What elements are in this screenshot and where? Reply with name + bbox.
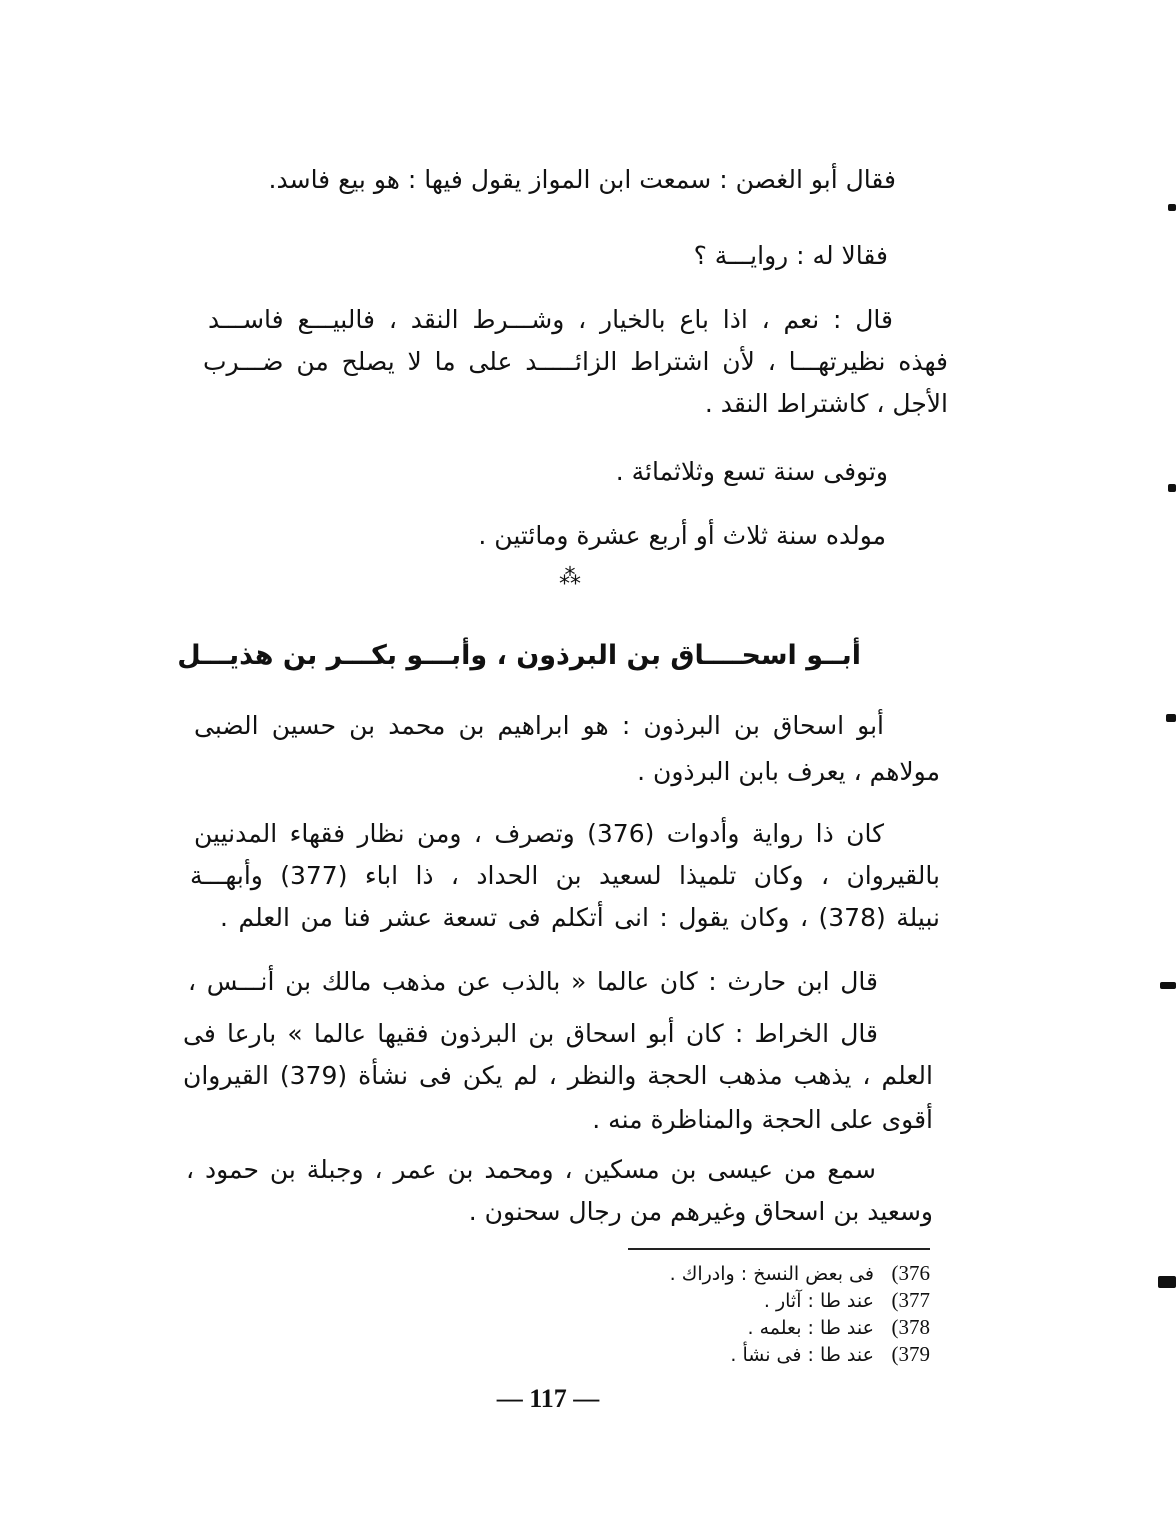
death-line: وتوفى سنة تسع وثلاثمائة . bbox=[615, 457, 888, 486]
footnote-number: 376) bbox=[891, 1261, 930, 1285]
footnote-number: 378) bbox=[891, 1315, 930, 1339]
text-line: قال ابن حارث : كان عالما « بالذب عن مذهب مالك بن أنـــس ، bbox=[188, 967, 878, 996]
text-line: العلم ، يذهب مذهب الحجة والنظر ، لم يكن فى نشأة (379) القيروان bbox=[183, 1061, 933, 1090]
footnote bbox=[747, 1314, 930, 1341]
scan-edge-mark bbox=[1160, 982, 1176, 989]
text-line: مولاهم ، يعرف بابن البرذون . bbox=[637, 757, 940, 786]
footnote-text: عند طا : فى نشأ . bbox=[730, 1344, 874, 1366]
text-line: فقال أبو الغصن : سمعت ابن المواز يقول فيها : هو بيع فاسد. bbox=[268, 165, 896, 194]
text-line: سمع من عيسى بن مسكين ، ومحمد بن عمر ، وجبلة بن حمود ، bbox=[186, 1155, 876, 1184]
text-line: بالقيروان ، وكان تلميذا لسعيد بن الحداد ، ذا اباء (377) وأبهـــة bbox=[190, 861, 940, 890]
scan-edge-mark bbox=[1166, 714, 1176, 722]
text-line: أبو اسحاق بن البرذون : هو ابراهيم بن محمد بن حسين الضبى bbox=[194, 711, 884, 740]
footnote-number: 379) bbox=[891, 1342, 930, 1366]
text-line: نبيلة (378) ، وكان يقول : انى أتكلم فى تسعة عشر فنا من العلم . bbox=[220, 903, 940, 932]
footnote-rule bbox=[628, 1248, 930, 1250]
scan-edge-mark bbox=[1168, 204, 1176, 211]
page-number: — 117 — bbox=[496, 1384, 600, 1413]
text-line: فهذه نظيرتهـــا ، لأن اشتراط الزائـــــد على ما لا يصلح من ضـــرب bbox=[203, 347, 948, 376]
footnote-text: عند طا : بعلمه . bbox=[747, 1317, 874, 1339]
text-line: فقالا له : روايـــة ؟ bbox=[693, 241, 888, 270]
footnote-number: 377) bbox=[891, 1288, 930, 1312]
text-line: قال الخراط : كان أبو اسحاق بن البرذون فقيها عالما » بارعا فى bbox=[183, 1019, 878, 1048]
section-heading: أبــو اسحــــاق بن البرذون ، وأبـــو بكـــر بن هذيـــل bbox=[177, 640, 861, 671]
section-separator: ⁂ bbox=[559, 565, 581, 590]
scan-edge-mark bbox=[1158, 1276, 1176, 1288]
footnote bbox=[670, 1260, 930, 1287]
text-line: قال : نعم ، اذا باع بالخيار ، وشـــرط النقد ، فالبيـــع فاســـد bbox=[208, 305, 893, 334]
footnote-text: فى بعض النسخ : وادراك . bbox=[669, 1263, 874, 1285]
footnote bbox=[730, 1341, 930, 1368]
text-line: الأجل ، كاشتراط النقد . bbox=[704, 389, 948, 418]
footnote-text: عند طا : آثار . bbox=[763, 1290, 874, 1312]
text-line: وسعيد بن اسحاق وغيرهم من رجال سحنون . bbox=[468, 1197, 933, 1226]
scan-edge-mark bbox=[1168, 484, 1176, 492]
birth-line: مولده سنة ثلاث أو أربع عشرة ومائتين . bbox=[478, 521, 886, 550]
footnote bbox=[764, 1287, 930, 1314]
text-line: كان ذا رواية وأدوات (376) وتصرف ، ومن نظار فقهاء المدنيين bbox=[194, 819, 884, 848]
text-line: أقوى على الحجة والمناظرة منه . bbox=[592, 1105, 933, 1134]
